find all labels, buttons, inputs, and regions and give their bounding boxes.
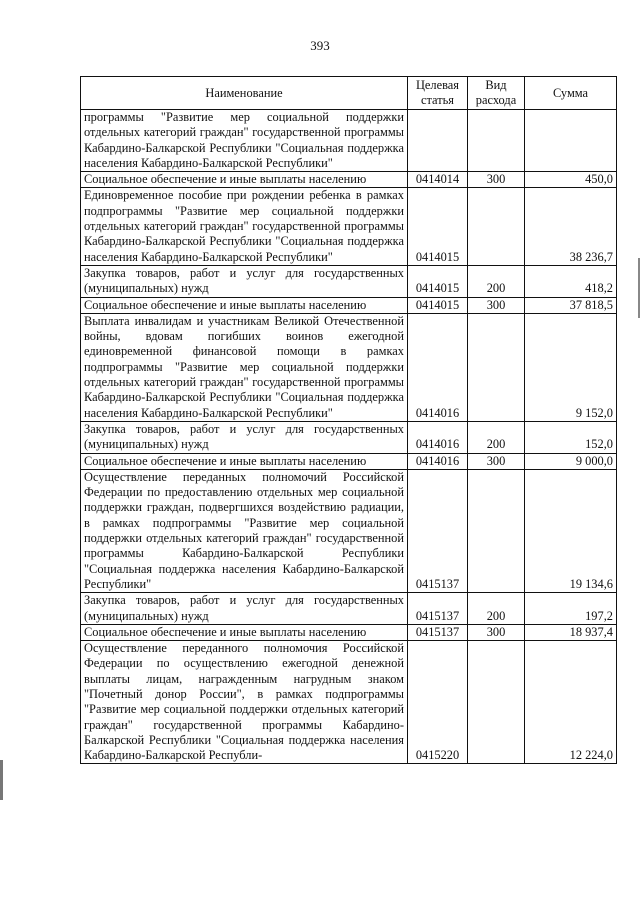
- row-vid: 300: [468, 172, 525, 188]
- row-sum: 38 236,7: [525, 188, 617, 265]
- row-code: 0414016: [408, 421, 468, 453]
- row-sum: 37 818,5: [525, 297, 617, 313]
- table-row: [81, 624, 617, 640]
- row-code: 0415137: [408, 593, 468, 625]
- row-sum: 18 937,4: [525, 624, 617, 640]
- row-code: 0414016: [408, 453, 468, 469]
- scan-edge-mark: [0, 760, 3, 800]
- row-sum: 152,0: [525, 421, 617, 453]
- row-vid: 300: [468, 297, 525, 313]
- table-header-row: [81, 77, 617, 110]
- table-row: [81, 313, 617, 421]
- row-vid: 300: [468, 624, 525, 640]
- row-code: 0414016: [408, 313, 468, 421]
- table-row: [81, 265, 617, 297]
- row-name: программы "Развитие мер социальной поддержки отдельных категорий граждан" государственной программы Кабардино-Балкарской Республики "Социальная поддержка населения Кабардино-Балкарской Республики": [81, 110, 408, 172]
- header-vid: Вид расхода: [468, 77, 525, 110]
- row-vid: 200: [468, 265, 525, 297]
- row-sum: 418,2: [525, 265, 617, 297]
- row-code: 0415220: [408, 641, 468, 764]
- row-vid: 200: [468, 421, 525, 453]
- row-code: 0415137: [408, 469, 468, 592]
- header-name: Наименование: [81, 77, 408, 110]
- table-row: [81, 188, 617, 265]
- row-vid: 200: [468, 593, 525, 625]
- row-vid: [468, 188, 525, 265]
- row-name: Единовременное пособие при рождении ребенка в рамках подпрограммы "Развитие мер социальной поддержки отдельных категорий граждан" государственной программы Кабардино-Балкарской Республики "Социальная поддержка населения Кабардино-Балкарской Республики": [81, 188, 408, 265]
- table-row: [81, 469, 617, 592]
- row-sum: 12 224,0: [525, 641, 617, 764]
- row-name: Осуществление переданного полномочия Российской Федерации по осуществлению ежегодной денежной выплаты лицам, награжденным нагрудным знаком "Почетный донор России", в рамках подпрограммы "Развитие мер социальной поддержки отдельных категорий граждан" государственной программы Кабардино-Балкарской Республики "Социальная поддержка населения Кабардино-Балкарской Республи-: [81, 641, 408, 764]
- table-row: [81, 593, 617, 625]
- budget-table: [80, 76, 617, 764]
- row-sum: [525, 110, 617, 172]
- row-name: Социальное обеспечение и иные выплаты населению: [81, 172, 408, 188]
- row-code: 0414014: [408, 172, 468, 188]
- table-row: [81, 297, 617, 313]
- row-code: 0415137: [408, 624, 468, 640]
- table-row: [81, 421, 617, 453]
- page-number: 393: [310, 38, 330, 53]
- row-name: Закупка товаров, работ и услуг для государственных (муниципальных) нужд: [81, 265, 408, 297]
- row-vid: [468, 641, 525, 764]
- table-row: [81, 453, 617, 469]
- row-code: 0414015: [408, 265, 468, 297]
- row-name: Осуществление переданных полномочий Российской Федерации по предоставлению отдельных мер социальной поддержки граждан, подвергшихся воздействию радиации, в рамках подпрограммы "Развитие мер социальной поддержки отдельных категорий граждан" государственной программы Кабардино-Балкарской Республики "Социальная поддержка населения Кабардино-Балкарской Республики": [81, 469, 408, 592]
- row-code: [408, 110, 468, 172]
- row-sum: 9 000,0: [525, 453, 617, 469]
- row-name: Социальное обеспечение и иные выплаты населению: [81, 624, 408, 640]
- row-vid: [468, 469, 525, 592]
- table-row: [81, 641, 617, 764]
- row-vid: 300: [468, 453, 525, 469]
- row-name: Социальное обеспечение и иные выплаты населению: [81, 453, 408, 469]
- header-sum: Сумма: [525, 77, 617, 110]
- header-code: Целевая статья: [408, 77, 468, 110]
- row-name: Закупка товаров, работ и услуг для государственных (муниципальных) нужд: [81, 593, 408, 625]
- row-sum: 450,0: [525, 172, 617, 188]
- row-code: 0414015: [408, 297, 468, 313]
- row-name: Социальное обеспечение и иные выплаты населению: [81, 297, 408, 313]
- table-row: [81, 110, 617, 172]
- row-code: 0414015: [408, 188, 468, 265]
- row-name: Выплата инвалидам и участникам Великой Отечественной войны, вдовам погибших воинов ежегодной единовременной финансовой помощи в рамках подпрограммы "Развитие мер социальной поддержки отдельных категорий граждан" государственной программы Кабардино-Балкарской Республики "Социальная поддержка населения Кабардино-Балкарской Республики": [81, 313, 408, 421]
- row-sum: 19 134,6: [525, 469, 617, 592]
- row-name: Закупка товаров, работ и услуг для государственных (муниципальных) нужд: [81, 421, 408, 453]
- row-sum: 9 152,0: [525, 313, 617, 421]
- row-vid: [468, 110, 525, 172]
- row-vid: [468, 313, 525, 421]
- row-sum: 197,2: [525, 593, 617, 625]
- table-row: [81, 172, 617, 188]
